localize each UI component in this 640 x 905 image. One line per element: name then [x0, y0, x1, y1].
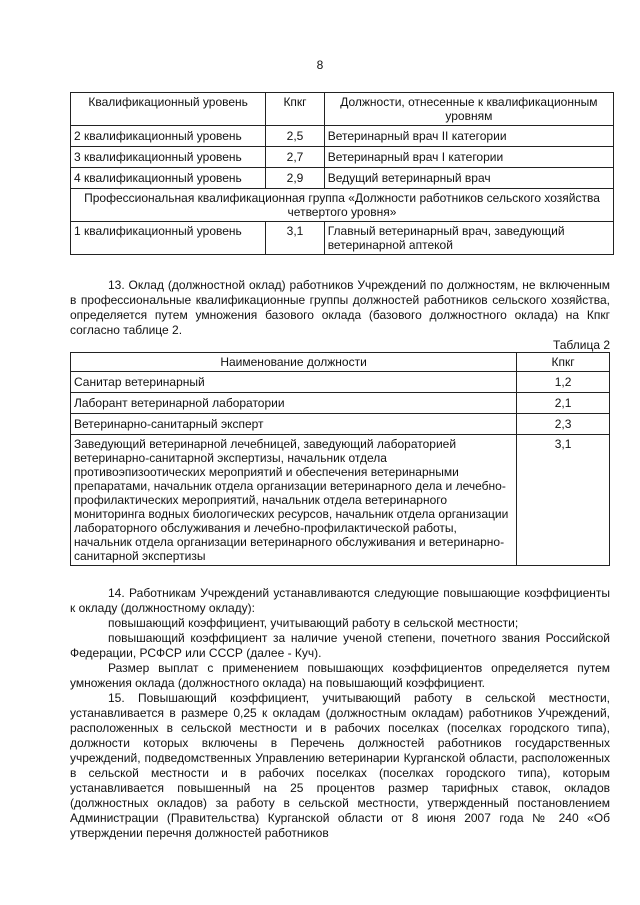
position-name-cell: Ветеринарно-санитарный эксперт	[71, 414, 517, 435]
positions-cell: Ветеринарный врач I категории	[324, 147, 613, 168]
positions-cell: Ветеринарный врач II категории	[324, 126, 613, 147]
positions-table	[70, 352, 610, 566]
table-row	[71, 147, 614, 168]
table-row	[71, 414, 610, 435]
table-caption: Таблица 2	[552, 338, 610, 352]
position-name-cell: Заведующий ветеринарной лечебницей, заведующий лабораторией ветеринарно-санитарной экспертизы, начальник отдела противоэпизоотических мероприятий и обеспечения ветеринарными препаратами, начальник отдела организации ветеринарного дела и лечебно-профилактических мероприятий, начальник отдела ветеринарного мониторинга водных биологических ресурсов, начальник отдела организации лабораторного обслуживания и лечебно-профилактической работы, начальник отдела организации ветеринарного обслуживания и ветеринарно-санитарной экспертизы	[71, 435, 517, 566]
level-cell: 1 квалификационный уровень	[71, 222, 266, 255]
group-heading-row	[71, 189, 614, 222]
group-heading: Профессиональная квалификационная группа «Должности работников сельского хозяйства четвертого уровня»	[71, 189, 614, 222]
coef-cell: 2,9	[266, 168, 324, 189]
page-number: 8	[316, 58, 324, 72]
table-row	[71, 393, 610, 414]
positions-cell: Главный ветеринарный врач, заведующий ветеринарной аптекой	[324, 222, 613, 255]
coef-cell: 1,2	[517, 372, 610, 393]
positions-cell: Ведущий ветеринарный врач	[324, 168, 613, 189]
header-position-name: Наименование должности	[71, 353, 517, 372]
table-row	[71, 222, 614, 255]
paragraph-14-size: Размер выплат с применением повышающих коэффициентов определяется путем умножения оклада (должностного оклада) на повышающий коэффициент.	[70, 661, 610, 690]
level-cell: 4 квалификационный уровень	[71, 168, 266, 189]
coef-cell: 3,1	[266, 222, 324, 255]
coef-cell: 2,5	[266, 126, 324, 147]
position-name-cell: Санитар ветеринарный	[71, 372, 517, 393]
paragraph-14-item-2: повышающий коэффициент за наличие ученой степени, почетного звания Российской Федерации, РСФСР или СССР (далее - Куч).	[70, 631, 610, 660]
body-text	[70, 586, 610, 841]
position-name-cell: Лаборант ветеринарной лаборатории	[71, 393, 517, 414]
table-row	[71, 168, 614, 189]
table-row	[71, 126, 614, 147]
paragraph-14-item-1: повышающий коэффициент, учитывающий работу в сельской местности;	[108, 616, 519, 630]
header-coefficient: Кпкг	[266, 93, 324, 126]
coef-cell: 2,7	[266, 147, 324, 168]
header-qualification-level: Квалификационный уровень	[71, 93, 266, 126]
table-row	[71, 435, 610, 566]
paragraph-14-intro: 14. Работникам Учреждений устанавливаются следующие повышающие коэффициенты к окладу (должностному окладу):	[70, 586, 610, 615]
paragraph-15: 15. Повышающий коэффициент, учитывающий работу в сельской местности, устанавливается в размере 0,25 к окладам (должностным окладам) работников Учреждений, расположенных в сельской местности и в рабочих поселках (поселках городского типа), должности которых включены в Перечень должностей работников государственных учреждений, подведомственных Управлению ветеринарии Курганской области, расположенных в сельской местности и в рабочих поселках (поселках городского типа), которым устанавливается повышенный на 25 процентов размер тарифных ставок, окладов (должностных окладов) за работу в сельской местности, утвержденный постановлением Администрации (Правительства) Курганской области от 8 июня 2007 года № 240 «Об утверждении перечня должностей работников	[70, 691, 610, 840]
table-header-row	[71, 93, 614, 126]
coef-cell: 2,1	[517, 393, 610, 414]
header-positions: Должности, отнесенные к квалификационным уровням	[324, 93, 613, 126]
qualification-table	[70, 92, 614, 255]
table-header-row	[71, 353, 610, 372]
coef-cell: 2,3	[517, 414, 610, 435]
paragraph-13: 13. Оклад (должностной оклад) работников Учреждений по должностям, не включенным в профессиональные квалификационные группы должностей работников сельского хозяйства, определяется путем умножения базового оклада (базового должностного оклада) на Кпкг согласно таблице 2.	[70, 278, 610, 337]
level-cell: 2 квалификационный уровень	[71, 126, 266, 147]
coef-cell: 3,1	[517, 435, 610, 566]
table-row	[71, 372, 610, 393]
level-cell: 3 квалификационный уровень	[71, 147, 266, 168]
header-coefficient: Кпкг	[517, 353, 610, 372]
